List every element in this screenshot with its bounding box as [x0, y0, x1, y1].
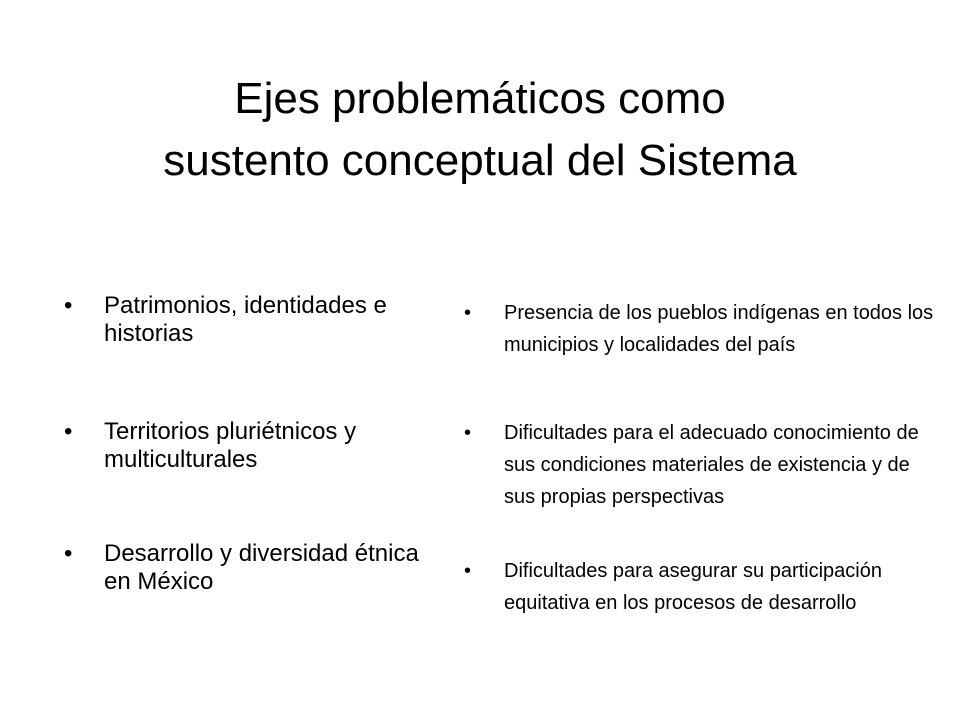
- bullet-icon: •: [64, 292, 73, 319]
- list-item: [64, 418, 424, 540]
- list-item: [64, 292, 424, 418]
- list-item-text: Presencia de los pueblos indígenas en todos los municipios y localidades del país: [504, 302, 934, 356]
- list-item-text: Dificultades para el adecuado conocimiento de sus condiciones materiales de existencia y de sus propias perspectivas: [504, 422, 919, 508]
- left-bullet-list: [64, 292, 424, 596]
- slide-title: [0, 68, 960, 192]
- bullet-icon: •: [464, 560, 472, 582]
- bullet-icon: •: [64, 540, 73, 567]
- list-item-text: Dificultades para asegurar su participación equitativa en los procesos de desarrollo: [504, 560, 882, 614]
- list-item: [464, 417, 934, 555]
- bullet-icon: •: [464, 302, 472, 324]
- slide-title-line: sustento conceptual del Sistema: [163, 136, 797, 185]
- bullet-icon: •: [64, 418, 73, 445]
- bullet-icon: •: [464, 422, 472, 444]
- list-item-text: Territorios pluriétnicos y multiculturales: [104, 418, 357, 473]
- list-item-text: Desarrollo y diversidad étnica en México: [104, 540, 419, 595]
- slide-title-line: Ejes problemáticos como: [234, 74, 726, 123]
- right-bullet-list: [464, 297, 934, 619]
- list-item-text: Patrimonios, identidades e historias: [104, 292, 387, 347]
- list-item: [464, 555, 934, 619]
- list-item: [464, 297, 934, 417]
- list-item: [64, 540, 424, 596]
